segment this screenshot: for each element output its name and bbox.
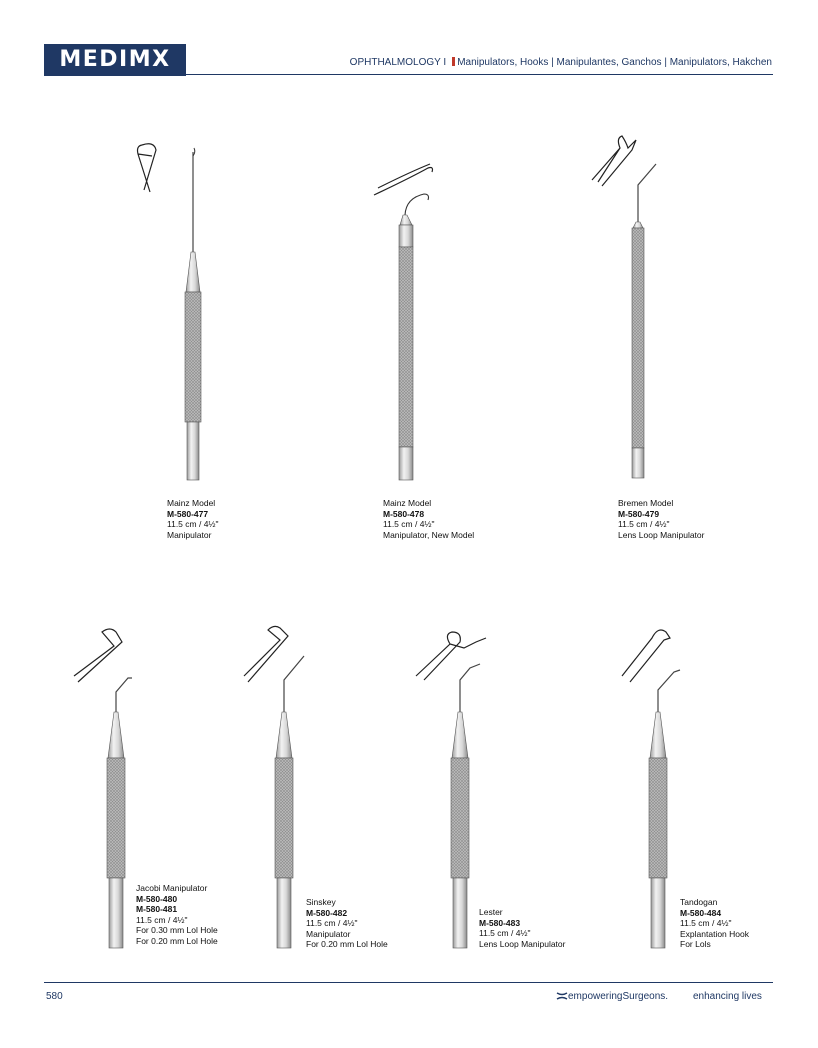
handle bbox=[107, 758, 125, 878]
handle bbox=[185, 292, 201, 422]
product-caption: Tandogan M-580-484 11.5 cm / 4½" Explantation Hook For Lols bbox=[680, 897, 749, 949]
header-category: Manipulators, Hooks | Manipulantes, Ganchos | Manipulators, Hakchen bbox=[457, 57, 772, 68]
product-caption: Bremen Model M-580-479 11.5 cm / 4½" Lens Loop Manipulator bbox=[618, 498, 705, 540]
medimax-logo: MEDIMX bbox=[44, 44, 186, 76]
product-caption: Lester M-580-483 11.5 cm / 4½" Lens Loop Manipulator bbox=[479, 907, 566, 949]
product-caption: Mainz Model M-580-477 11.5 cm / 4½" Manipulator bbox=[167, 498, 219, 540]
product-caption: Jacobi Manipulator M-580-480 M-580-481 11.5 cm / 4½" For 0.30 mm Lol Hole For 0.20 mm Lol Hole bbox=[136, 883, 218, 946]
product-caption: Sinskey M-580-482 11.5 cm / 4½" Manipulator For 0.20 mm Lol Hole bbox=[306, 897, 388, 949]
tip bbox=[638, 164, 656, 222]
tip-detail-icon bbox=[592, 136, 636, 186]
tip bbox=[460, 664, 480, 712]
footer-tagline: enhancing lives bbox=[693, 991, 762, 1002]
red-marker-icon bbox=[452, 57, 455, 66]
tip-detail-icon bbox=[74, 629, 122, 682]
tip bbox=[116, 678, 132, 712]
instrument-bremen-479 bbox=[590, 130, 670, 482]
tip-detail-icon bbox=[416, 632, 486, 680]
header-title bbox=[350, 57, 772, 68]
instrument-lester-483 bbox=[414, 628, 494, 950]
tip bbox=[658, 670, 680, 712]
footer-brand bbox=[556, 991, 668, 1002]
handle bbox=[275, 758, 293, 878]
handle bbox=[649, 758, 667, 878]
taper bbox=[186, 252, 200, 292]
footer-divider bbox=[44, 982, 773, 983]
handle bbox=[632, 228, 644, 448]
handle bbox=[451, 758, 469, 878]
tip bbox=[405, 194, 429, 215]
tip-detail-icon bbox=[138, 144, 157, 192]
footer-brand-text: empoweringSurgeons. bbox=[568, 991, 669, 1002]
tip bbox=[284, 656, 304, 712]
header-divider bbox=[186, 74, 773, 75]
tip-detail-icon bbox=[622, 630, 670, 682]
instrument-mainz-477 bbox=[130, 142, 210, 482]
medimax-mark-icon bbox=[556, 992, 568, 1000]
tip-detail-icon bbox=[374, 164, 433, 195]
tip-detail-icon bbox=[244, 626, 288, 682]
instrument-mainz-478 bbox=[370, 150, 450, 482]
product-caption: Mainz Model M-580-478 11.5 cm / 4½" Manipulator, New Model bbox=[383, 498, 475, 540]
page-number: 580 bbox=[46, 991, 63, 1002]
handle bbox=[399, 247, 413, 447]
header-section: OPHTHALMOLOGY I bbox=[349, 57, 447, 68]
